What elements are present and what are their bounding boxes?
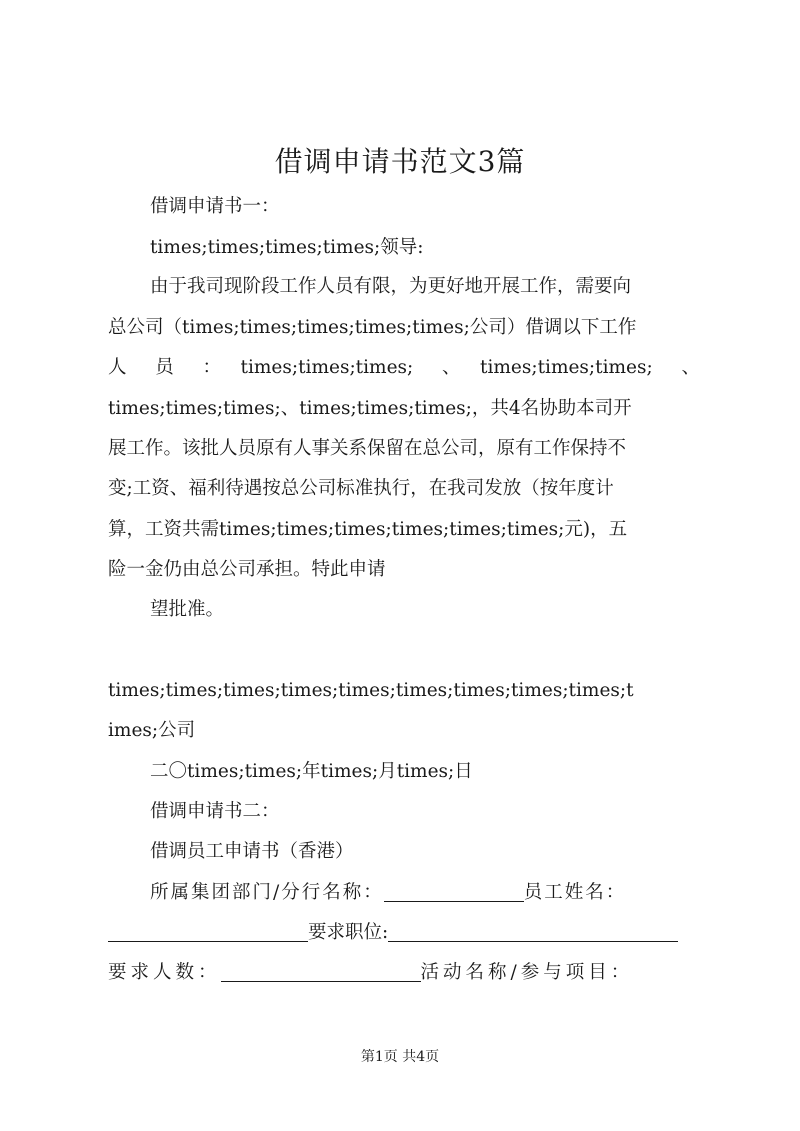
document-title: 借调申请书范文3篇 bbox=[274, 145, 526, 178]
field-count-blank[interactable] bbox=[221, 961, 421, 982]
field-employee-label: 员工姓名： bbox=[523, 882, 627, 903]
form-row-2 bbox=[108, 919, 700, 947]
letter1-closing: 望批准。 bbox=[150, 599, 225, 620]
body-line-5: 展工作。该批人员原有人事关系保留在总公司，原有工作保持不 bbox=[108, 438, 627, 459]
letter2-subtitle: 借调员工申请书（香港） bbox=[150, 841, 354, 862]
field-activity-label: 活动名称/参与项目： bbox=[420, 962, 634, 983]
body-line-7: 算，工资共需times;times;times;times;times;times;元)，五 bbox=[108, 519, 628, 540]
form-row-3 bbox=[108, 959, 700, 987]
letter2-heading: 借调申请书二： bbox=[150, 801, 280, 822]
body-line-8: 险一金仍由总公司承担。特此申请 bbox=[108, 559, 386, 580]
signature-line-2: imes;公司 bbox=[108, 720, 196, 741]
body-line-6: 变;工资、福利待遇按总公司标准执行，在我司发放（按年度计 bbox=[108, 478, 614, 499]
field-position-label: 要求职位: bbox=[308, 922, 389, 943]
body-line-3: 人 员 ： times;times;times; 、 times;times;times; 、 bbox=[108, 357, 700, 378]
letter1-salutation: times;times;times;times;领导: bbox=[150, 237, 424, 258]
field-count-label: 要求人数： bbox=[108, 962, 221, 983]
field-position-blank[interactable] bbox=[388, 921, 678, 942]
field-branch-blank[interactable] bbox=[384, 881, 524, 902]
signature-line-1: times;times;times;times;times;times;times;times;times;t bbox=[108, 680, 634, 701]
field-branch-label: 所属集团部门/分行名称： bbox=[150, 882, 384, 903]
body-line-4: times;times;times;、times;times;times;，共4名协助本司开 bbox=[108, 398, 632, 419]
letter1-date: 二〇times;times;年times;月times;日 bbox=[150, 761, 473, 782]
form-row-1 bbox=[150, 879, 700, 907]
body-line-1: 由于我司现阶段工作人员有限，为更好地开展工作，需要向 bbox=[150, 276, 632, 297]
letter1-heading: 借调申请书一： bbox=[150, 196, 280, 217]
body-line-2: 总公司（times;times;times;times;times;公司）借调以下工作 bbox=[108, 317, 637, 338]
page-footer: 第1页 共4页 bbox=[360, 1049, 440, 1065]
field-employee-blank[interactable] bbox=[108, 921, 308, 942]
